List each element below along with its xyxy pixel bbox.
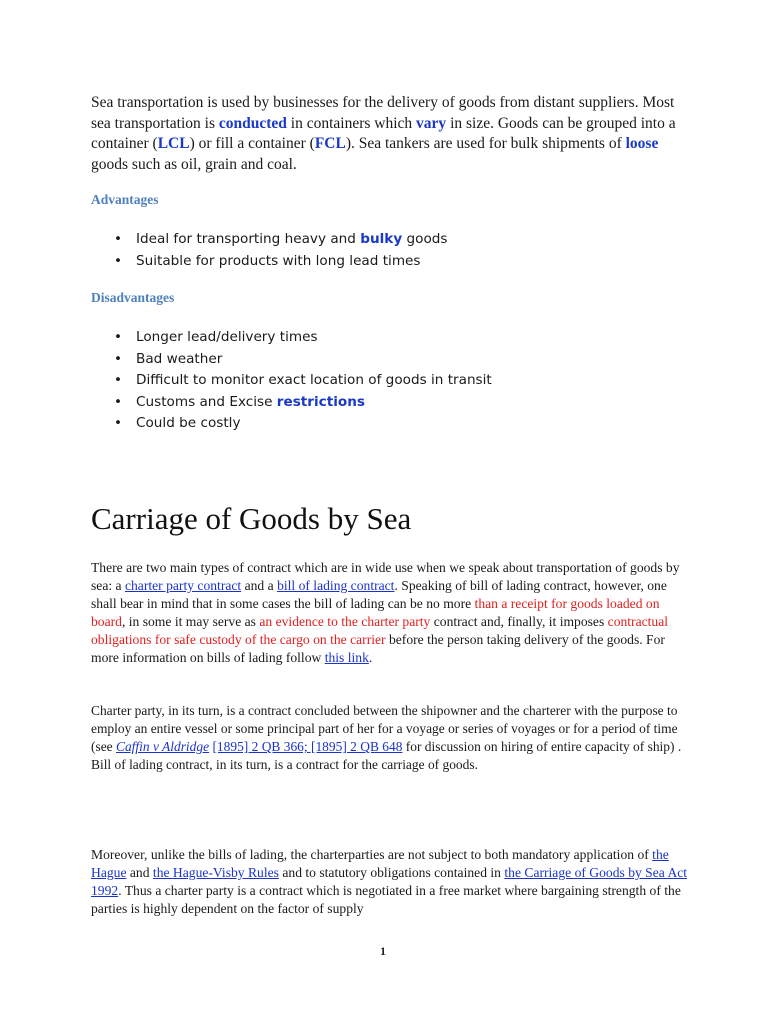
bullet-icon: •	[114, 393, 123, 410]
intro-text: goods such as oil, grain and coal.	[91, 155, 297, 173]
list-item-text: Longer lead/delivery times	[136, 329, 318, 345]
paragraph-text: contract and, finally, it imposes	[430, 614, 608, 629]
paragraph-text: for discussion on hiring of entire capacity of ship) . Bill of lading contract, in its turn, is a contract for the carriage of goods.	[91, 739, 682, 772]
list-item	[91, 413, 492, 435]
section-title: Carriage of Goods by Sea	[91, 501, 412, 536]
list-item	[91, 370, 492, 392]
bill-of-lading-contract-link[interactable]: bill of lading contract	[277, 578, 395, 593]
intro-text: ) or fill a container (	[189, 135, 315, 152]
list-item	[91, 349, 492, 371]
paragraph-charter-party	[91, 702, 691, 774]
list-item-text: Difficult to monitor exact location of goods in transit	[136, 372, 492, 388]
bullet-icon: •	[114, 252, 123, 269]
paragraph-text: and	[126, 865, 153, 880]
list-item	[91, 229, 448, 251]
red-emphasis-text: than a receipt for goods loaded on board	[91, 596, 660, 629]
paragraph-text: .	[368, 650, 373, 665]
bullet-icon: •	[114, 372, 123, 388]
red-emphasis-text: an evidence to the charter party	[259, 614, 431, 629]
keyword-link[interactable]: vary	[416, 114, 447, 132]
keyword-link[interactable]: conducted	[218, 114, 287, 132]
list-item-text: Customs and Excise	[136, 393, 277, 410]
list-item	[91, 327, 492, 349]
case-citation-link[interactable]: [1895] 2 QB 366; [1895] 2 QB 648	[212, 739, 403, 754]
page-number: 1	[380, 944, 386, 958]
paragraph-hague-rules	[91, 846, 691, 918]
list-item-text: goods	[402, 231, 448, 247]
bullet-icon: •	[114, 231, 123, 247]
this-link[interactable]: this link	[324, 650, 369, 665]
intro-text: in size. Goods can be grouped into a container (	[91, 114, 676, 152]
caffin-v-aldridge-link[interactable]: Caffin v Aldridge	[116, 739, 210, 754]
carriage-of-goods-act-link[interactable]: the Carriage of Goods by Sea Act 1992	[91, 865, 688, 898]
intro-paragraph	[91, 93, 691, 175]
list-item	[91, 251, 448, 273]
the-hague-link[interactable]: the Hague	[91, 847, 669, 880]
bullet-icon: •	[114, 329, 123, 345]
keyword-link[interactable]: bulky	[360, 231, 403, 247]
charter-party-contract-link[interactable]: charter party contract	[124, 578, 242, 593]
bullet-icon: •	[114, 415, 123, 431]
paragraph-text: Charter party, in its turn, is a contract concluded between the shipowner and the charterer with the purpose to employ an entire vessel or some principal part of her for a voyage or series of voyages or for a period of time (see	[91, 703, 678, 754]
paragraph-text: Moreover, unlike the bills of lading, the charterparties are not subject to both mandatory application of	[91, 847, 653, 862]
list-item-text: Suitable for products with long lead times	[136, 252, 421, 269]
advantages-list	[91, 229, 448, 272]
intro-text: Sea transportation is used by businesses for the delivery of goods from distant suppliers. Most sea transportation is	[91, 94, 675, 132]
advantages-heading: Advantages	[91, 192, 159, 207]
list-item-text: Bad weather	[136, 350, 223, 367]
paragraph-text: , in some it may serve as	[121, 614, 260, 629]
hague-visby-rules-link[interactable]: the Hague-Visby Rules	[152, 865, 279, 880]
red-emphasis-text: contractual obligations for safe custody of the cargo on the carrier	[91, 614, 669, 647]
list-item	[91, 392, 492, 414]
paragraph-text: . Speaking of bill of lading contract, however, one shall bear in mind that in some cases the bill of lading can be no more	[91, 578, 667, 611]
keyword-link[interactable]: LCL	[157, 135, 190, 152]
disadvantages-list	[91, 327, 492, 435]
list-item-text: Could be costly	[136, 415, 241, 431]
paragraph-text: . Thus a charter party is a contract which is negotiated in a free market where bargaining strength of the parties is highly dependent on the factor of supply	[91, 883, 681, 916]
paragraph-text: and a	[241, 578, 278, 593]
paragraph-contract-types	[91, 559, 691, 667]
bullet-icon: •	[114, 350, 123, 367]
paragraph-text: and to statutory obligations contained in	[278, 865, 505, 880]
intro-text: in containers which	[286, 114, 417, 132]
keyword-link[interactable]: FCL	[314, 135, 346, 152]
paragraph-text: There are two main types of contract which are in wide use when we speak about transportation of goods by sea: a	[91, 560, 680, 593]
keyword-link[interactable]: loose	[625, 135, 659, 152]
keyword-link[interactable]: restrictions	[276, 393, 365, 410]
paragraph-text: before the person taking delivery of the goods. For more information on bills of lading follow	[91, 632, 665, 665]
list-item-text: Ideal for transporting heavy and	[136, 231, 361, 247]
intro-text: ). Sea tankers are used for bulk shipments of	[345, 135, 626, 152]
disadvantages-heading: Disadvantages	[91, 290, 175, 305]
